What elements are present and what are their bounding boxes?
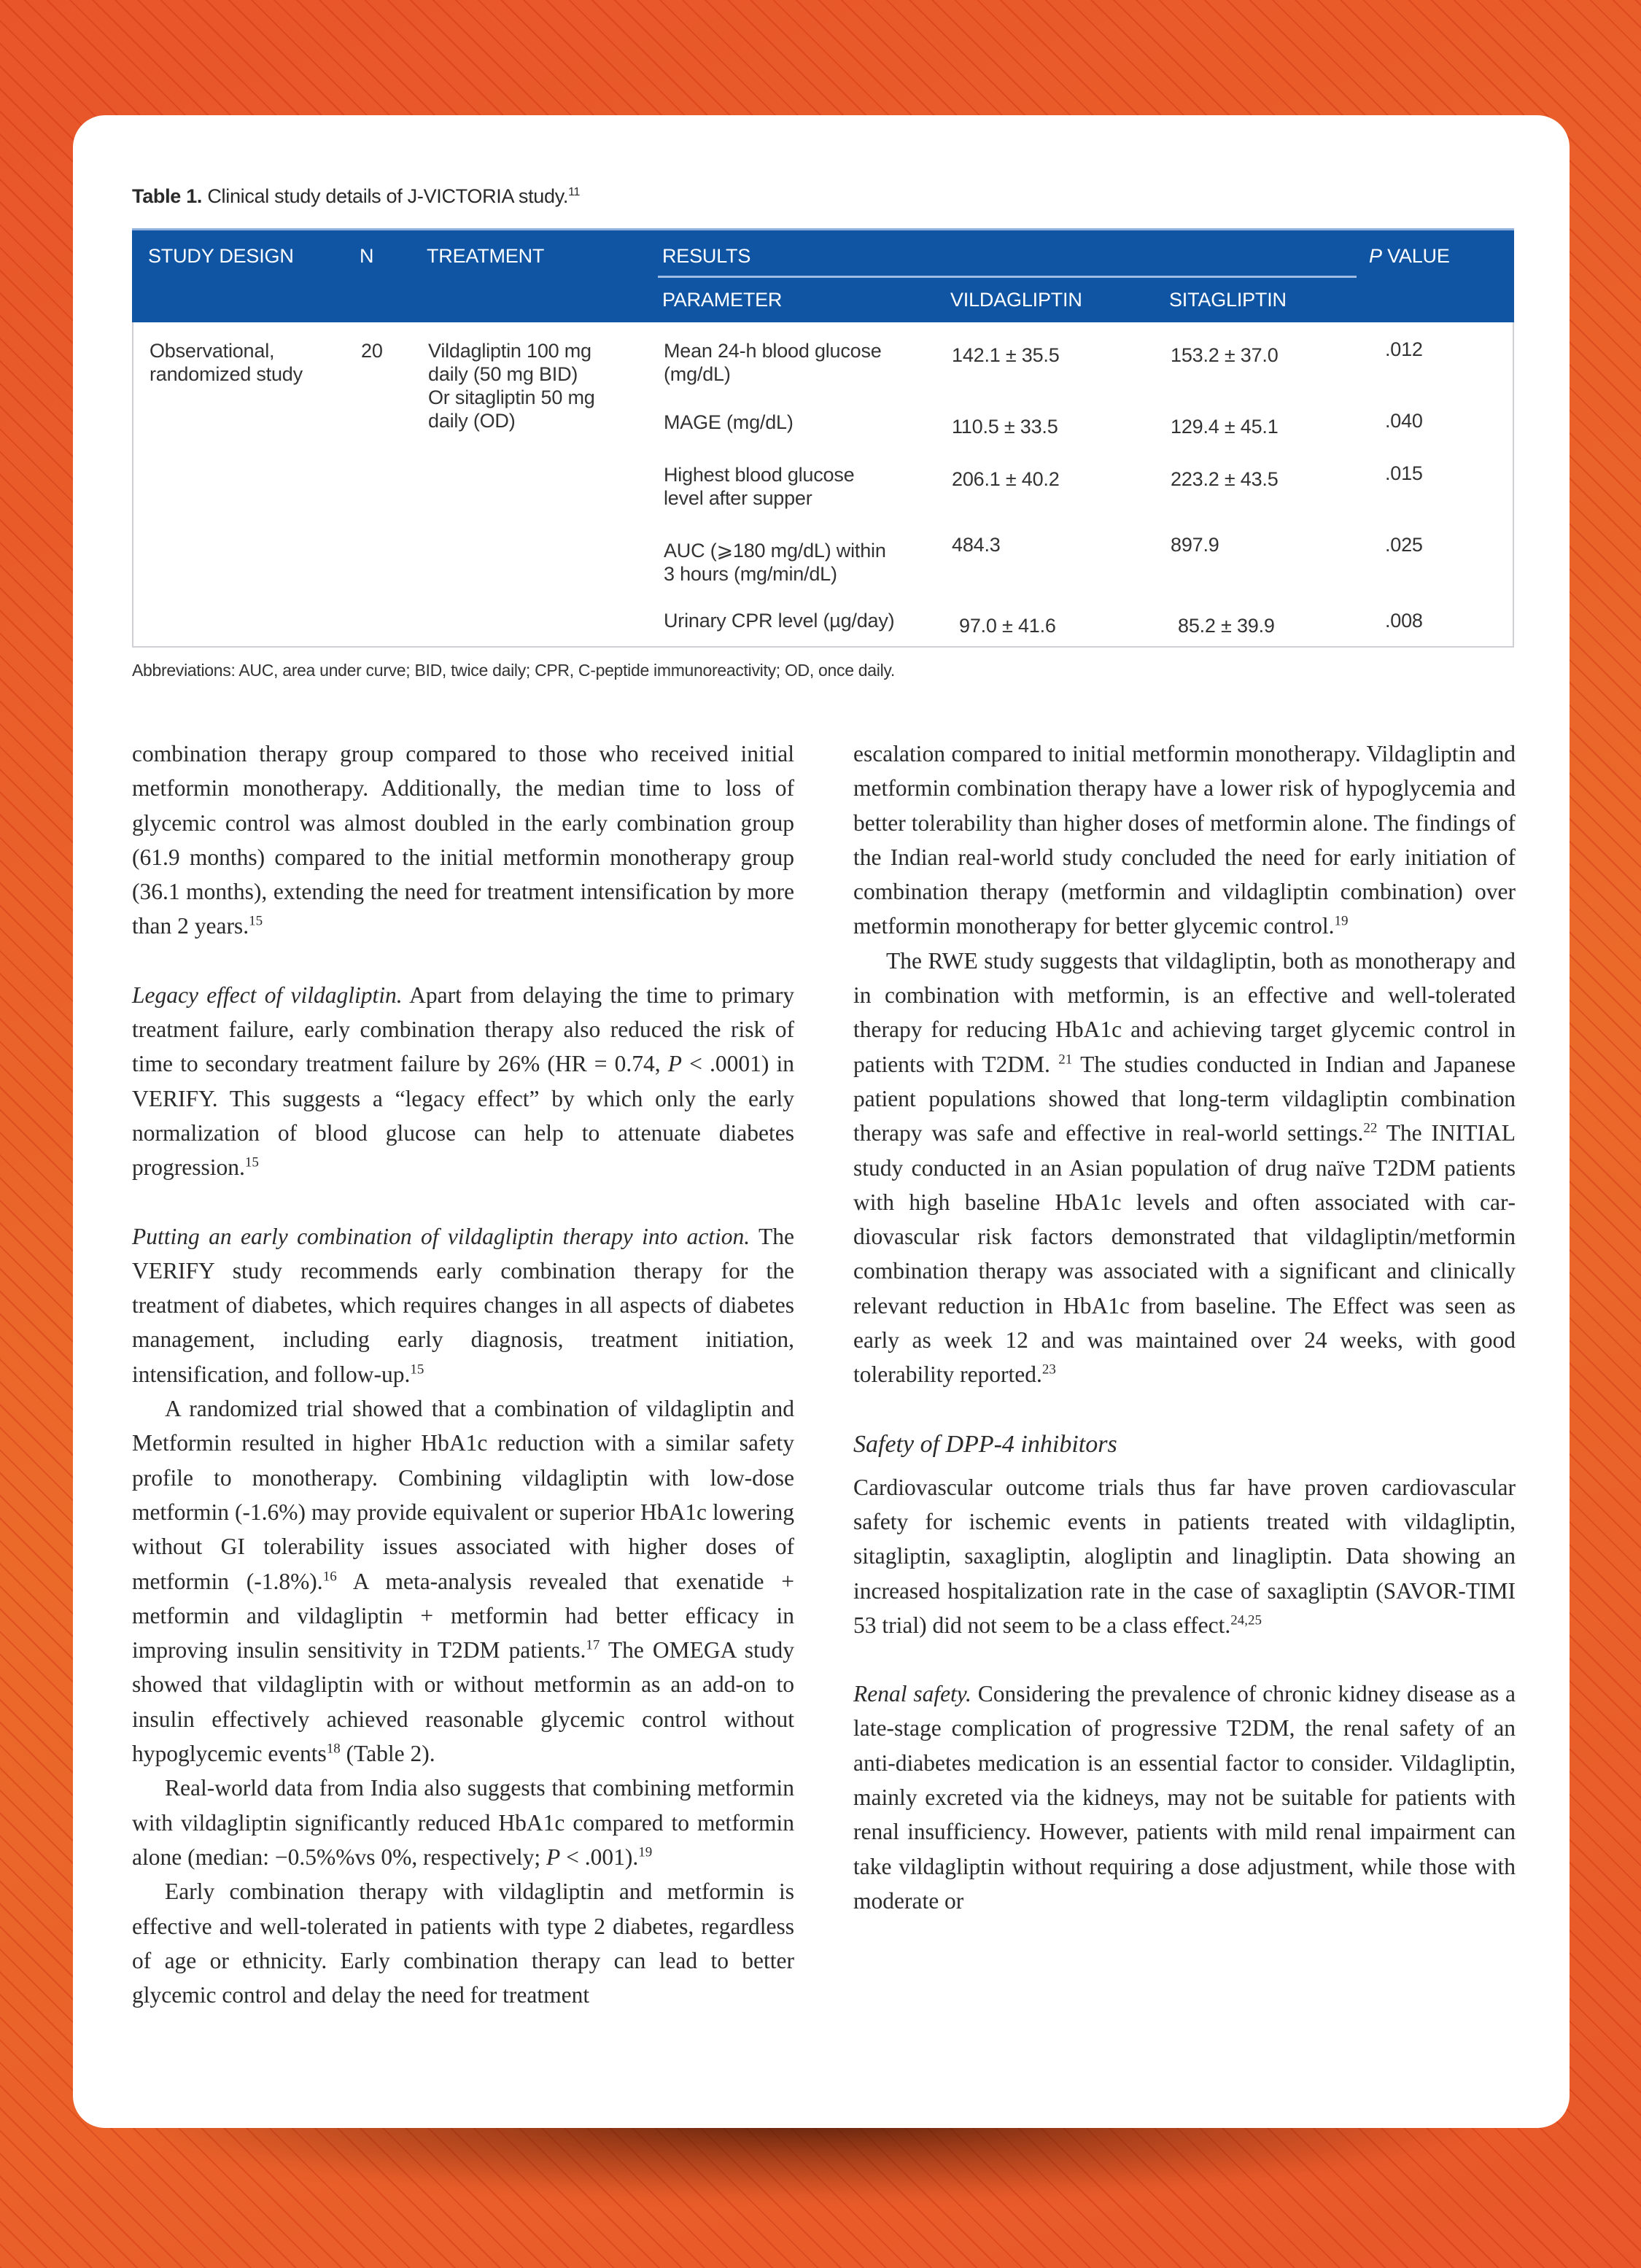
paragraph-text: < .0001) in VERIFY. This suggests a “legacy effect” by which only the early normalization of blood glucose can help to attenuate diabetes progression. xyxy=(132,1051,794,1181)
row-4-parameter: Urinary CPR level (µg/day) xyxy=(664,610,895,632)
table-caption xyxy=(132,185,580,208)
row-1-vildagliptin: 110.5 ± 33.5 xyxy=(952,416,1058,438)
treatment-line: Vildagliptin 100 mg xyxy=(428,340,591,362)
paragraph xyxy=(853,737,1516,944)
row-1-parameter: MAGE (mg/dL) xyxy=(664,411,794,433)
paragraph-rwe-study xyxy=(853,944,1516,1392)
section-heading: Safety of DPP-4 inhibitors xyxy=(853,1430,1117,1458)
header-parameter: PARAMETER xyxy=(662,289,783,311)
table-caption-label: Table 1. xyxy=(132,185,203,207)
table-caption-text: Clinical study details of J-VICTORIA study. xyxy=(207,185,569,207)
results-divider xyxy=(658,276,1357,278)
paragraph-text: combination therapy group compared to those who received initial metformin monotherapy. Additionally, the median time to loss of glycemic control was almost doubled in the early combination group (61.9 months) compared to the initial metformin monotherapy group (36.1 months), extending the need for treatment intensification by more than 2 years. xyxy=(132,741,794,939)
paragraph-real-world-india xyxy=(132,1771,794,1874)
card-shadow xyxy=(117,2115,1502,2202)
cell-n: 20 xyxy=(361,340,383,362)
right-column xyxy=(853,737,1516,1918)
row-4-p: .008 xyxy=(1385,610,1423,632)
citation-ref: 19 xyxy=(1334,913,1349,929)
citation-ref: 15 xyxy=(244,1154,259,1170)
paragraph-text: The studies conducted in Indian and Japanese patient populations showed that long-term vildagliptin combination therapy was safe and effective in real-world settings. xyxy=(853,1051,1516,1146)
row-3-parameter xyxy=(664,539,886,586)
p-symbol: P xyxy=(667,1051,682,1077)
header-n: N xyxy=(360,245,374,267)
paragraph-text: < .001). xyxy=(560,1844,639,1870)
paragraph-text: The OMEGA study showed that vildagliptin with or without metformin as an add-on to insulin effectively achieved reasonable glycemic control without hypoglycemic events xyxy=(132,1637,794,1767)
row-0-parameter xyxy=(664,339,882,386)
citation-ref: 24,25 xyxy=(1230,1612,1262,1628)
paragraph-renal-safety xyxy=(853,1677,1516,1918)
citation-ref: 15 xyxy=(249,913,263,929)
paragraph-text: The VERIFY study recommends early combination therapy for the treatment of diabetes, which requires changes in all aspects of diabetes management, including early diagnosis, treatment initiation, intensification, and follow-up. xyxy=(132,1223,794,1387)
row-1-p: .040 xyxy=(1385,410,1423,432)
row-0-vildagliptin: 142.1 ± 35.5 xyxy=(952,344,1060,366)
paragraph-text: Real-world data from India also suggests that combining metformin with vildagliptin significantly reduced HbA1c compared to metformin alone (median: −0.5%%vs 0%, respectively; xyxy=(132,1775,794,1870)
row-2-parameter xyxy=(664,463,854,510)
header-results: RESULTS xyxy=(662,245,751,267)
treatment-line: daily (50 mg BID) xyxy=(428,363,578,385)
header-vildagliptin: VILDAGLIPTIN xyxy=(950,289,1082,311)
paragraph-text: The RWE study suggests that vildagliptin, both as monotherapy and in combination with metformin, is an effective and well-tolerated therapy for reducing HbA1c and achieving target glycemic control in patients with T2DM. xyxy=(853,947,1516,1077)
paragraph-text: Early combination therapy with vildagliptin and metformin is effective and well-tolerated in patients with type 2 diabetes, regardless of age or ethnicity. Early combination therapy can lead to better glycemic control and delay the need for treatment xyxy=(132,1879,794,2008)
header-p-rest: VALUE xyxy=(1381,245,1450,267)
header-treatment: TREATMENT xyxy=(427,245,545,267)
row-3-vildagliptin: 484.3 xyxy=(952,534,1001,556)
page-card xyxy=(73,115,1570,2128)
run-in-heading: Renal safety. xyxy=(853,1681,971,1707)
row-3-sitagliptin: 897.9 xyxy=(1171,534,1219,556)
parameter-line: 3 hours (mg/min/dL) xyxy=(664,563,837,585)
citation-ref: 15 xyxy=(410,1362,424,1378)
row-2-sitagliptin: 223.2 ± 43.5 xyxy=(1171,468,1279,490)
citation-ref: 22 xyxy=(1363,1120,1378,1136)
citation-ref: 16 xyxy=(322,1569,337,1585)
header-study-design: STUDY DESIGN xyxy=(148,245,294,267)
paragraph-text: Apart from delaying the time to primary treatment failure, early combination therapy also reduced the risk of time to secondary treatment failure by 26% (HR = 0.74, xyxy=(132,982,794,1077)
table-abbreviations: Abbreviations: AUC, area under curve; BID, twice daily; CPR, C-peptide immunoreactivity; OD, once daily. xyxy=(132,661,895,680)
row-0-sitagliptin: 153.2 ± 37.0 xyxy=(1171,344,1279,366)
paragraph-cardiovascular-safety xyxy=(853,1470,1516,1642)
row-1-sitagliptin: 129.4 ± 45.1 xyxy=(1171,416,1279,438)
results-table xyxy=(132,228,1514,648)
paragraph-text: Considering the prevalence of chronic kidney disease as a late-stage complication of progressive T2DM, the renal safety of an anti-diabetes medication is an essential factor to consider. Vildagliptin, mainly excreted via the kidneys, may not be suitable for patients with renal insufficiency. However, patients with mild renal impairment can take vildagliptin without requiring a dose adjustment, while those with moderate or xyxy=(853,1681,1516,1914)
paragraph-text: A meta-analysis revealed that exenatide + metformin and vildagliptin + metformin had better efficacy in improving insulin sensitivity in T2DM patients. xyxy=(132,1568,794,1663)
paragraph-randomized-trial xyxy=(132,1391,794,1771)
paragraph-early-combination-summary xyxy=(132,1874,794,2012)
run-in-heading: Putting an early combination of vildagliptin therapy into action. xyxy=(132,1223,750,1249)
parameter-line: Mean 24-h blood glucose xyxy=(664,340,882,362)
parameter-line: AUC (⩾180 mg/dL) within xyxy=(664,540,886,562)
table-header xyxy=(132,228,1514,322)
treatment-line: daily (OD) xyxy=(428,410,516,432)
paragraph-text: A randomized trial showed that a combination of vildagliptin and Metformin resulted in higher HbA1c reduction with a similar safety profile to monotherapy. Combining vildagliptin with low-dose metformin (-1.6%) may provide equivalent or superior HbA1c lowering without GI tolerability issues associated with higher doses of metformin (-1.8%). xyxy=(132,1396,794,1594)
paragraph-text: (Table 2). xyxy=(340,1741,435,1767)
paragraph-early-combination xyxy=(132,1219,794,1391)
paragraph-text: Cardiovascular outcome trials thus far have proven cardiovascular safety for ischemic events in patients treated with vildagliptin, sitagliptin, saxagliptin, alogliptin and linagliptin. Data showing an increased hospitalization rate in the case of saxagliptin (SAVOR-TIMI 53 trial) did not seem to be a class effect. xyxy=(853,1474,1516,1638)
citation-ref: 19 xyxy=(638,1844,653,1860)
paragraph xyxy=(132,737,794,944)
run-in-heading: Legacy effect of vildagliptin. xyxy=(132,982,403,1008)
parameter-line: (mg/dL) xyxy=(664,363,731,385)
cell-treatment xyxy=(428,339,647,432)
row-2-vildagliptin: 206.1 ± 40.2 xyxy=(952,468,1060,490)
citation-ref: 23 xyxy=(1041,1362,1056,1378)
paragraph-text: escalation compared to initial metformin monotherapy. Vildagliptin and metformin combination therapy have a lower risk of hypoglycemia and better tolerability than higher doses of metformin alone. The findings of the Indian real-world study concluded the need for early initiation of combination therapy (metformin and vildagliptin combination) over metformin monotherapy for better glycemic control. xyxy=(853,741,1516,939)
table-caption-ref: 11 xyxy=(568,186,581,198)
row-4-sitagliptin: 85.2 ± 39.9 xyxy=(1178,615,1275,637)
paragraph-legacy-effect xyxy=(132,978,794,1185)
treatment-line: Or sitagliptin 50 mg xyxy=(428,387,595,408)
citation-ref: 18 xyxy=(326,1741,341,1757)
paragraph-text: The INITIAL study conducted in an Asian population of drug naïve T2DM patients with high baseline HbA1c levels and often associated with cardiovascular risk factors demonstrated that vildagliptin/metformin combination therapy was associated with a significant and clinically relevant reduction in HbA1c from baseline. The Effect was seen as early as week 12 and was maintained over 24 weeks, with good tolerability reported. xyxy=(853,1120,1516,1388)
header-p-value xyxy=(1369,245,1450,268)
header-p-italic: P xyxy=(1369,245,1382,267)
row-4-vildagliptin: 97.0 ± 41.6 xyxy=(959,615,1056,637)
left-column xyxy=(132,737,794,2012)
parameter-line: Highest blood glucose xyxy=(664,464,855,486)
citation-ref: 17 xyxy=(586,1637,600,1653)
p-symbol: P xyxy=(546,1844,561,1870)
row-0-p: .012 xyxy=(1385,338,1423,360)
row-3-p: .025 xyxy=(1385,534,1423,556)
header-sitagliptin: SITAGLIPTIN xyxy=(1169,289,1287,311)
cell-study-design: Observational, randomized study xyxy=(150,340,303,385)
row-2-p: .015 xyxy=(1385,462,1423,484)
parameter-line: level after supper xyxy=(664,487,812,509)
citation-ref: 21 xyxy=(1058,1052,1073,1068)
